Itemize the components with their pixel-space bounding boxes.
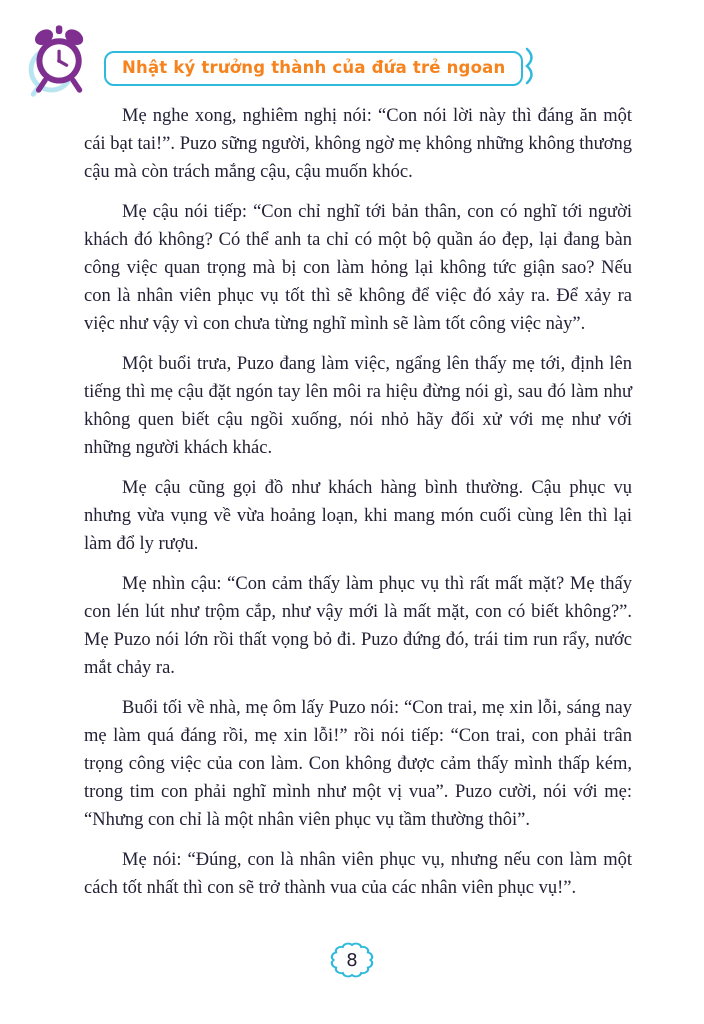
alarm-clock-icon [16, 20, 100, 104]
story-text [84, 102, 632, 914]
page-number-badge [325, 938, 379, 982]
page-footer [0, 938, 704, 982]
title-bracket-icon [525, 46, 537, 91]
paragraph: Mẹ nói: “Đúng, con là nhân viên phục vụ, nhưng nếu con làm một cách tốt nhất thì con sẽ trở thành vua của các nhân viên phục vụ!”. [84, 850, 632, 898]
page-title: Nhật ký trưởng thành của đứa trẻ ngoan [104, 51, 523, 86]
paragraph: Một buổi trưa, Puzo đang làm việc, ngẩng lên thấy mẹ tới, định lên tiếng thì mẹ cậu đặt ngón tay lên môi ra hiệu đừng nói gì, sau đó làm như không quen biết cậu ngồi xuống, nói nhỏ hãy đối xử với mẹ như với những người khách khác. [84, 354, 632, 458]
paragraph: Mẹ nhìn cậu: “Con cảm thấy làm phục vụ thì rất mất mặt? Mẹ thấy con lén lút như trộm cắp, như vậy mới là mất mặt, con có biết không?”. Mẹ Puzo nói lớn rồi thất vọng bỏ đi. Puzo đứng đó, trái tim run rẩy, nước mắt chảy ra. [84, 574, 632, 678]
paragraph: Mẹ cậu nói tiếp: “Con chỉ nghĩ tới bản thân, con có nghĩ tới người khách đó không? Có thể anh ta chỉ có một bộ quần áo đẹp, lại đang bàn công việc quan trọng mà bị con làm hỏng lại không tức giận sao? Nếu con là nhân viên phục vụ tốt thì sẽ không để việc đó xảy ra. Để xảy ra việc như vậy vì con chưa từng nghĩ mình sẽ làm tốt công việc này”. [84, 202, 632, 334]
paragraph: Mẹ cậu cũng gọi đồ như khách hàng bình thường. Cậu phục vụ nhưng vừa vụng về vừa hoảng loạn, khi mang món cuối cùng lên thì lại làm đổ ly rượu. [84, 478, 632, 554]
page-number: 8 [346, 949, 358, 971]
page-header [16, 20, 537, 104]
paragraph: Buổi tối về nhà, mẹ ôm lấy Puzo nói: “Con trai, mẹ xin lỗi, sáng nay mẹ làm quá đáng rồi, mẹ xin lỗi!” rồi nói tiếp: “Con trai, con phải trân trọng công việc của con làm. Con không được cảm thấy mình thấp kém, trong tim con phải nghĩ mình như một vị vua”. Puzo cười, nói với mẹ: “Nhưng con chỉ là một nhân viên phục vụ tầm thường thôi”. [84, 698, 632, 830]
title-banner [104, 46, 537, 91]
paragraph: Mẹ nghe xong, nghiêm nghị nói: “Con nói lời này thì đáng ăn một cái bạt tai!”. Puzo sững người, không ngờ mẹ không những không thương cậu mà còn trách mắng cậu, cậu muốn khóc. [84, 106, 632, 182]
